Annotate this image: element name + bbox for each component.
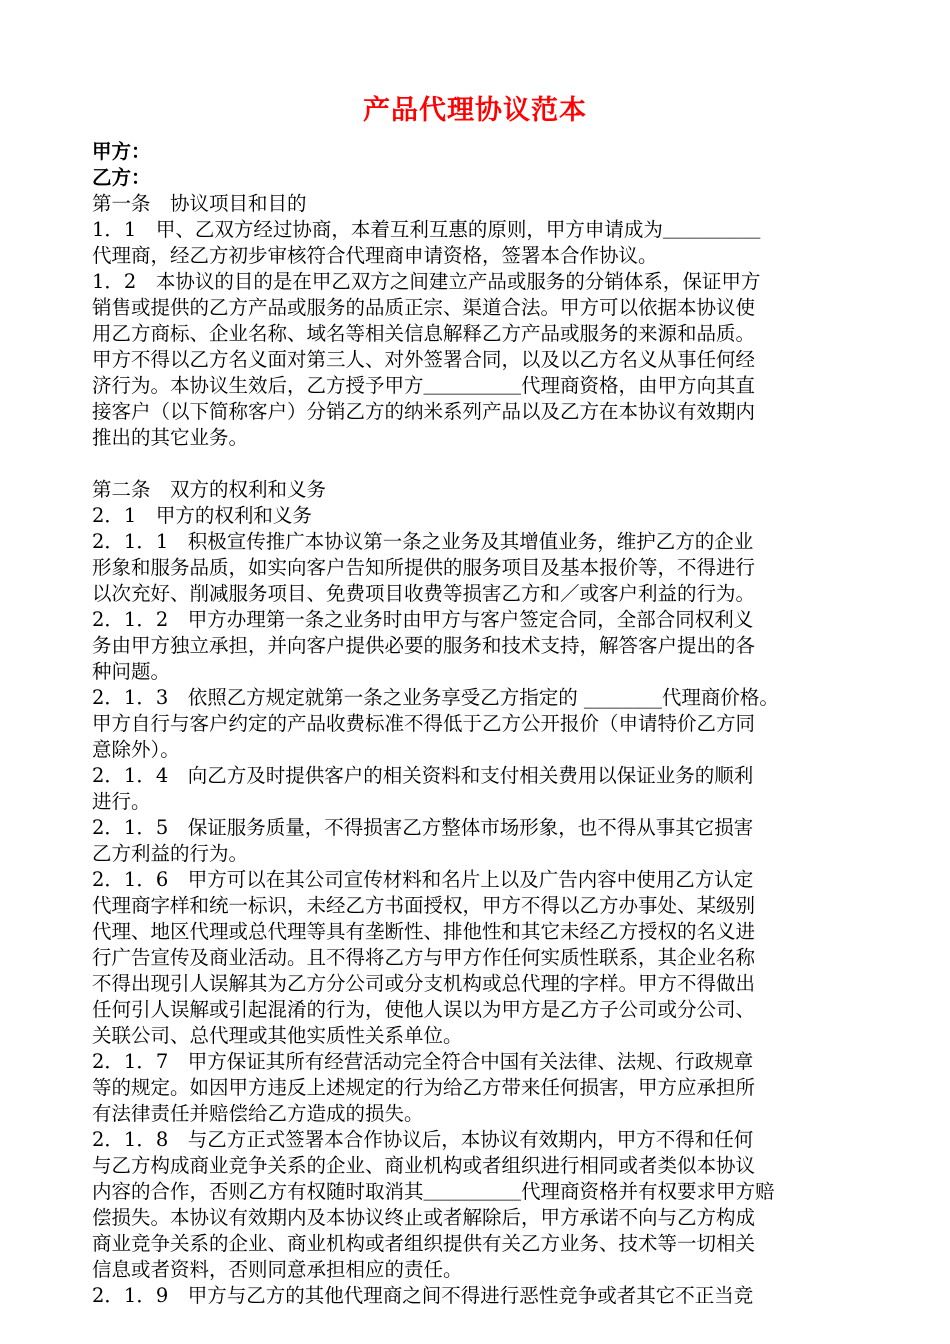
document-line: 代理、地区代理或总代理等具有垄断性、排他性和其它未经乙方授权的名义进: [92, 920, 756, 943]
document-line: 2．1．3 依照乙方规定就第一条之业务享受乙方指定的 ________代理商价格。: [92, 686, 779, 709]
document-line: 2．1．4 向乙方及时提供客户的相关资料和支付相关费用以保证业务的顺利: [92, 764, 754, 787]
document-line: 行广告宣传及商业活动。且不得将乙方与甲方作任何实质性联系，其企业名称: [92, 946, 756, 969]
document-line: 关联公司、总代理或其他实质性关系单位。: [92, 1024, 463, 1047]
document-line: 2．1．2 甲方办理第一条之业务时由甲方与客户签定合同，全部合同权利义: [92, 608, 754, 631]
document-line: 甲方不得以乙方名义面对第三人、对外签署合同，以及以乙方名义从事任何经: [92, 348, 756, 371]
document-line: 内容的合作，否则乙方有权随时取消其＿＿＿＿＿代理商资格并有权要求甲方赔: [92, 1180, 775, 1203]
document-line: 信息或者资料，否则同意承担相应的责任。: [92, 1258, 463, 1281]
document-line: 2．1．7 甲方保证其所有经营活动完全符合中国有关法律、法规、行政规章: [92, 1050, 754, 1073]
document-line: 进行。: [92, 790, 151, 813]
document-line: 销售或提供的乙方产品或服务的品质正宗、渠道合法。甲方可以依据本协议使: [92, 296, 756, 319]
document-line: 任何引人误解或引起混淆的行为，使他人误以为甲方是乙方子公司或分公司、: [92, 998, 756, 1021]
document-line: 2．1．9 甲方与乙方的其他代理商之间不得进行恶性竞争或者其它不正当竞: [92, 1284, 754, 1307]
document-line: 2．1．6 甲方可以在其公司宣传材料和名片上以及广告内容中使用乙方认定: [92, 868, 754, 891]
document-line: 推出的其它业务。: [92, 426, 249, 449]
document-line: 甲方自行与客户约定的产品收费标准不得低于乙方公开报价（申请特价乙方同: [92, 712, 756, 735]
document-line: 2．1 甲方的权利和义务: [92, 504, 312, 527]
document-line: 种问题。: [92, 660, 171, 683]
document-line: 乙方利益的行为。: [92, 842, 249, 865]
document-line: 代理商字样和统一标识，未经乙方书面授权，甲方不得以乙方办事处、某级别: [92, 894, 756, 917]
document-line: 第一条 协议项目和目的: [92, 192, 307, 215]
document-line: 1．1 甲、乙双方经过协商，本着互利互惠的原则，甲方申请成为＿＿＿＿＿: [92, 218, 761, 241]
document-line: 有法律责任并赔偿给乙方造成的损失。: [92, 1102, 424, 1125]
document-line: 等的规定。如因甲方违反上述规定的行为给乙方带来任何损害，甲方应承担所: [92, 1076, 756, 1099]
document-line: 形象和服务品质，如实向客户告知所提供的服务项目及基本报价等，不得进行: [92, 556, 756, 579]
document-line: 2．1．1 积极宣传推广本协议第一条之业务及其增值业务，维护乙方的企业: [92, 530, 754, 553]
document-line: 偿损失。本协议有效期内及本协议终止或者解除后，甲方承诺不向与乙方构成: [92, 1206, 756, 1229]
document-line: 2．1．8 与乙方正式签署本合作协议后，本协议有效期内，甲方不得和任何: [92, 1128, 754, 1151]
document-line: 乙方：: [92, 166, 151, 189]
document-line: 代理商，经乙方初步审核符合代理商申请资格，签署本合作协议。: [92, 244, 658, 267]
document-line: 务由甲方独立承担，并向客户提供必要的服务和技术支持，解答客户提出的各: [92, 634, 756, 657]
document-line: 用乙方商标、企业名称、域名等相关信息解释乙方产品或服务的来源和品质。: [92, 322, 756, 345]
document-line: 与乙方构成商业竞争关系的企业、商业机构或者组织进行相同或者类似本协议: [92, 1154, 756, 1177]
document-line: 甲方：: [92, 140, 151, 163]
document-line: 济行为。本协议生效后，乙方授予甲方＿＿＿＿＿代理商资格，由甲方向其直: [92, 374, 756, 397]
document-body: [92, 139, 860, 1309]
document-line: 第二条 双方的权利和义务: [92, 478, 327, 501]
document-line: 1．2 本协议的目的是在甲乙双方之间建立产品或服务的分销体系，保证甲方: [92, 270, 761, 293]
document-line: 商业竞争关系的企业、商业机构或者组织提供有关乙方业务、技术等一切相关: [92, 1232, 756, 1255]
document-line: 接客户（以下简称客户）分销乙方的纳米系列产品以及乙方在本协议有效期内: [92, 400, 756, 423]
document-line: 以次充好、削减服务项目、免费项目收费等损害乙方和／或客户利益的行为。: [92, 582, 756, 605]
blank-line: [92, 451, 860, 477]
document-line: 不得出现引人误解其为乙方分公司或分支机构或总代理的字样。甲方不得做出: [92, 972, 756, 995]
document-title: 产品代理协议范本: [363, 95, 587, 126]
document-line: 意除外）。: [92, 738, 180, 761]
document-line: 2．1．5 保证服务质量，不得损害乙方整体市场形象，也不得从事其它损害: [92, 816, 754, 839]
